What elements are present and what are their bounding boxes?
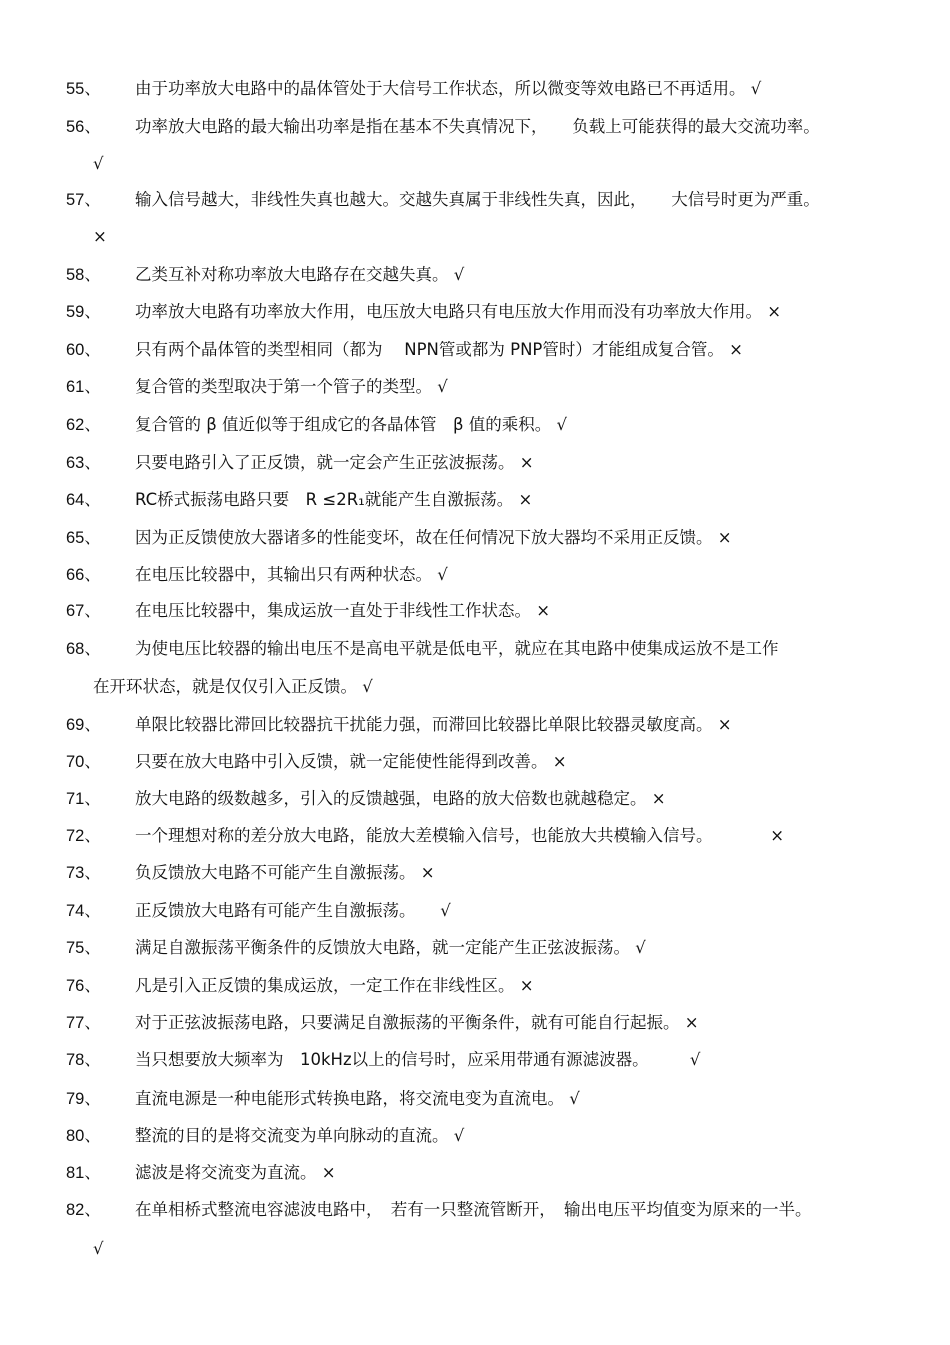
item-text: 对于正弦波振荡电路，只要满足自激振荡的平衡条件，就有可能自行起振。 × xyxy=(135,1013,699,1032)
item-text: 在电压比较器中，集成运放一直处于非线性工作状态。 × xyxy=(135,601,551,620)
item-text: 复合管的类型取决于第一个管子的类型。 √ xyxy=(135,377,448,396)
item-number: 60、 xyxy=(66,341,101,359)
item-number: 68、 xyxy=(66,640,101,658)
item-text: 单限比较器比滞回比较器抗干扰能力强，而滞回比较器比单限比较器灵敏度高。 × xyxy=(135,715,732,734)
item-number: 59、 xyxy=(66,303,101,321)
item-number: 82、 xyxy=(66,1201,101,1219)
item-number: 74、 xyxy=(66,902,101,920)
item-text: 复合管的 β 值近似等于组成它的各晶体管 β 值的乘积。 √ xyxy=(135,415,568,434)
item-text: 直流电源是一种电能形式转换电路，将交流电变为直流电。 √ xyxy=(135,1089,580,1108)
item-text: 在单相桥式整流电容滤波电路中， 若有一只整流管断开， 输出电压平均值变为原来的一半。 xyxy=(135,1200,812,1219)
item-number: 73、 xyxy=(66,864,101,882)
item-number: 72、 xyxy=(66,827,101,845)
item-text: 正反馈放大电路有可能产生自激振荡。 √ xyxy=(135,901,451,920)
item-text: 只要在放大电路中引入反馈，就一定能使性能得到改善。 × xyxy=(135,752,567,771)
item-text: 功率放大电路的最大输出功率是指在基本不失真情况下， 负载上可能获得的最大交流功率。 xyxy=(135,117,820,136)
item-continuation: 在开环状态，就是仅仅引入正反馈。 √ xyxy=(93,677,373,696)
item-text: 为使电压比较器的输出电压不是高电平就是低电平，就应在其电路中使集成运放不是工作 xyxy=(135,639,779,658)
item-continuation: √ xyxy=(93,1239,104,1258)
item-text: 负反馈放大电路不可能产生自激振荡。 × xyxy=(135,863,435,882)
item-text: 只有两个晶体管的类型相同（都为 NPN管或都为 PNP管时）才能组成复合管。 × xyxy=(135,340,743,359)
item-number: 71、 xyxy=(66,790,101,808)
item-number: 69、 xyxy=(66,716,101,734)
item-number: 67、 xyxy=(66,602,101,620)
item-number: 81、 xyxy=(66,1164,101,1182)
item-number: 79、 xyxy=(66,1090,101,1108)
item-text: 一个理想对称的差分放大电路，能放大差模输入信号，也能放大共模输入信号。 × xyxy=(135,826,785,845)
item-number: 78、 xyxy=(66,1051,101,1069)
item-number: 80、 xyxy=(66,1127,101,1145)
item-number: 61、 xyxy=(66,378,101,396)
item-text: 当只想要放大频率为 10kHz以上的信号时，应采用带通有源滤波器。 √ xyxy=(135,1050,701,1069)
item-text: 乙类互补对称功率放大电路存在交越失真。 √ xyxy=(135,265,465,284)
item-text: 滤波是将交流变为直流。 × xyxy=(135,1163,336,1182)
item-number: 62、 xyxy=(66,416,101,434)
item-text: 因为正反馈使放大器诸多的性能变坏，故在任何情况下放大器均不采用正反馈。 × xyxy=(135,528,732,547)
item-text: 凡是引入正反馈的集成运放，一定工作在非线性区。 × xyxy=(135,976,534,995)
item-number: 63、 xyxy=(66,454,101,472)
item-number: 65、 xyxy=(66,529,101,547)
item-text: 整流的目的是将交流变为单向脉动的直流。 √ xyxy=(135,1126,465,1145)
item-continuation: √ xyxy=(93,154,104,173)
item-number: 55、 xyxy=(66,80,101,98)
item-text: 由于功率放大电路中的晶体管处于大信号工作状态，所以微变等效电路已不再适用。 √ xyxy=(135,79,762,98)
item-number: 75、 xyxy=(66,939,101,957)
item-text: 输入信号越大，非线性失真也越大。交越失真属于非线性失真，因此， 大信号时更为严重。 xyxy=(135,190,820,209)
item-number: 64、 xyxy=(66,491,101,509)
item-number: 57、 xyxy=(66,191,101,209)
item-text: 放大电路的级数越多，引入的反馈越强，电路的放大倍数也就越稳定。 × xyxy=(135,789,666,808)
item-text: 功率放大电路有功率放大作用，电压放大电路只有电压放大作用而没有功率放大作用。 × xyxy=(135,302,782,321)
item-text: 满足自激振荡平衡条件的反馈放大电路，就一定能产生正弦波振荡。 √ xyxy=(135,938,646,957)
item-text: RC桥式振荡电路只要 R ≤2R₁就能产生自激振荡。 × xyxy=(135,490,533,509)
item-number: 66、 xyxy=(66,566,101,584)
item-continuation: × xyxy=(93,227,107,246)
item-number: 70、 xyxy=(66,753,101,771)
item-number: 58、 xyxy=(66,266,101,284)
item-text: 只要电路引入了正反馈，就一定会产生正弦波振荡。 × xyxy=(135,453,534,472)
item-number: 77、 xyxy=(66,1014,101,1032)
item-text: 在电压比较器中，其输出只有两种状态。 √ xyxy=(135,565,448,584)
item-number: 76、 xyxy=(66,977,101,995)
item-number: 56、 xyxy=(66,118,101,136)
